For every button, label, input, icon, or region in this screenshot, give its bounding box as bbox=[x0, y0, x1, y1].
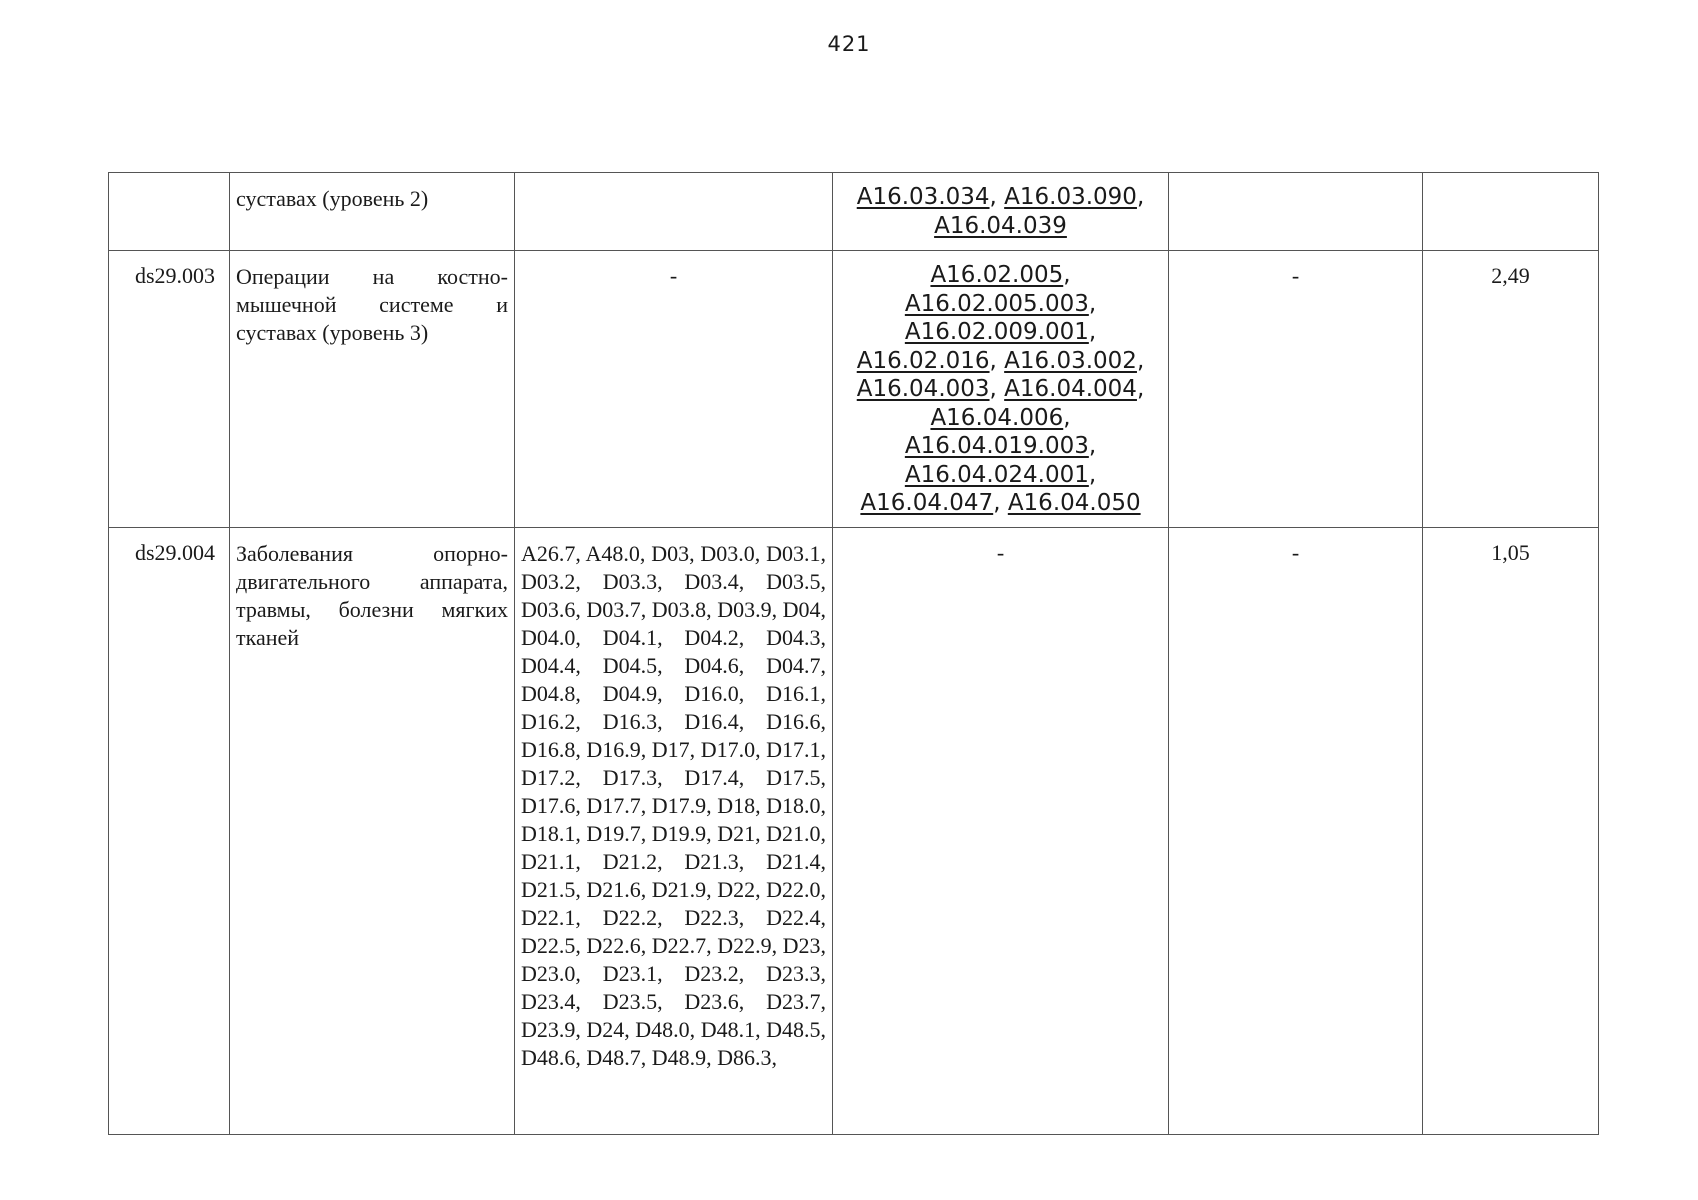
service-codes: - bbox=[833, 528, 1169, 1135]
group-name: Операции на костно-мышечной системе и суставах (уровень 3) bbox=[230, 251, 515, 528]
service-code-link[interactable]: A16.04.039 bbox=[934, 212, 1067, 239]
service-code-link[interactable]: A16.02.009.001 bbox=[904, 319, 1089, 345]
coefficient: 1,05 bbox=[1423, 528, 1599, 1135]
diagnosis-codes bbox=[515, 173, 833, 251]
service-code-link[interactable]: A16.02.005 bbox=[930, 262, 1064, 288]
service-code-link[interactable]: A16.04.024.001 bbox=[904, 461, 1089, 488]
page-number: 421 bbox=[827, 32, 871, 56]
table-row bbox=[109, 528, 1599, 1135]
service-code-link[interactable]: A16.04.019.003 bbox=[904, 433, 1089, 459]
service-code-link[interactable]: A16.04.003 bbox=[856, 376, 990, 402]
service-code-link[interactable]: A16.02.005.003 bbox=[904, 290, 1089, 317]
service-code-link[interactable]: A16.03.034 bbox=[856, 184, 990, 210]
service-code-link[interactable]: A16.03.090 bbox=[1004, 184, 1137, 210]
coefficient: 2,49 bbox=[1423, 251, 1599, 528]
tariff-table bbox=[108, 172, 1599, 1135]
service-code-link[interactable]: A16.02.016 bbox=[856, 347, 990, 374]
service-code-link[interactable]: A16.04.006 bbox=[930, 404, 1064, 431]
group-code: ds29.004 bbox=[109, 528, 230, 1135]
other-criteria bbox=[1169, 173, 1423, 251]
other-criteria: - bbox=[1169, 251, 1423, 528]
diagnosis-codes: - bbox=[515, 251, 833, 528]
service-code-link[interactable]: A16.04.047 bbox=[860, 490, 994, 516]
group-name: Заболевания опорно-двигательного аппарата, травмы, болезни мягких тканей bbox=[230, 528, 515, 1135]
group-code bbox=[109, 173, 230, 251]
service-codes: A16.02.005, A16.02.005.003, A16.02.009.001, A16.02.016, A16.03.002, A16.04.003, A16.04.004, A16.04.006, A16.04.019.003, A16.04.024.001, A16.04.047, A16.04.050 bbox=[833, 251, 1169, 528]
table-row bbox=[109, 251, 1599, 528]
group-code: ds29.003 bbox=[109, 251, 230, 528]
service-codes: A16.03.034, A16.03.090, A16.04.039 bbox=[833, 173, 1169, 251]
coefficient bbox=[1423, 173, 1599, 251]
service-code-link[interactable]: A16.03.002 bbox=[1004, 347, 1137, 374]
service-code-link[interactable]: A16.04.004 bbox=[1004, 376, 1137, 402]
service-code-link[interactable]: A16.04.050 bbox=[1007, 490, 1141, 516]
other-criteria: - bbox=[1169, 528, 1423, 1135]
group-name: суставах (уровень 2) bbox=[230, 173, 515, 251]
diagnosis-codes: A26.7, A48.0, D03, D03.0, D03.1, D03.2, D03.3, D03.4, D03.5, D03.6, D03.7, D03.8, D03.9, D04, D04.0, D04.1, D04.2, D04.3, D04.4, D04.5, D04.6, D04.7, D04.8, D04.9, D16.0, D16.1, D16.2, D16.3, D16.4, D16.6, D16.8, D16.9, D17, D17.0, D17.1, D17.2, D17.3, D17.4, D17.5, D17.6, D17.7, D17.9, D18, D18.0, D18.1, D19.7, D19.9, D21, D21.0, D21.1, D21.2, D21.3, D21.4, D21.5, D21.6, D21.9, D22, D22.0, D22.1, D22.2, D22.3, D22.4, D22.5, D22.6, D22.7, D22.9, D23, D23.0, D23.1, D23.2, D23.3, D23.4, D23.5, D23.6, D23.7, D23.9, D24, D48.0, D48.1, D48.5, D48.6, D48.7, D48.9, D86.3, bbox=[515, 528, 833, 1135]
table-row bbox=[109, 173, 1599, 251]
